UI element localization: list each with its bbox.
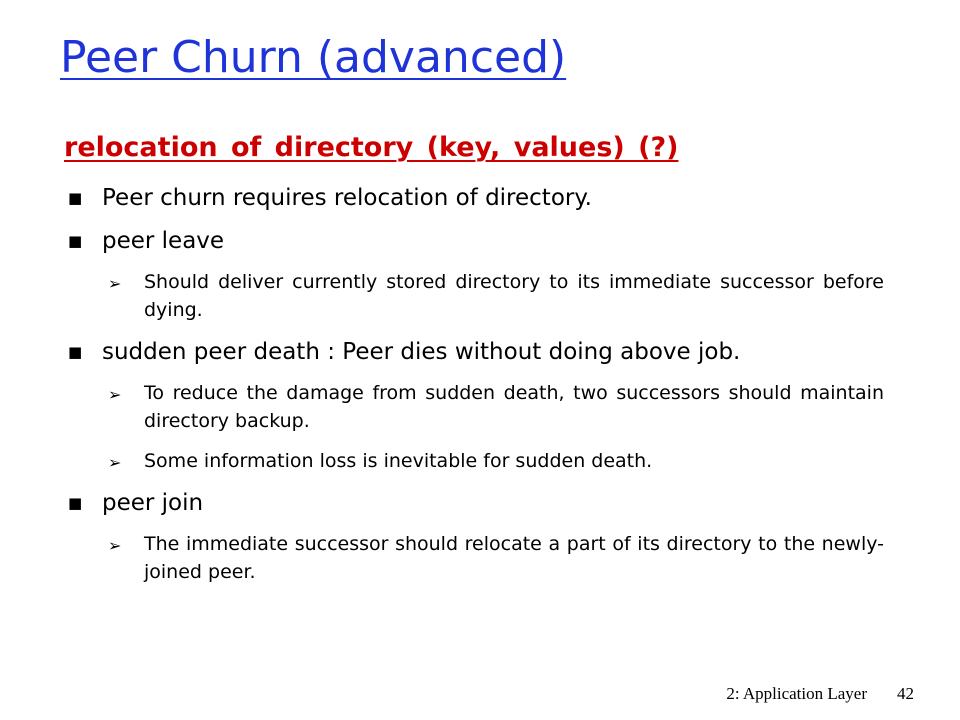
- footer-section: 2: Application Layer: [726, 684, 867, 703]
- sub-bullet-text: To reduce the damage from sudden death, two successors should maintain directory backup.: [144, 382, 884, 432]
- slide-footer: [726, 684, 914, 704]
- square-bullet-icon: ■: [68, 189, 83, 207]
- arrow-bullet-icon: ➢: [108, 453, 122, 472]
- arrow-bullet-icon: ➢: [108, 385, 122, 404]
- bullet-text: peer leave: [102, 228, 225, 254]
- bullet-item: [66, 336, 884, 369]
- arrow-bullet-icon: ➢: [108, 274, 122, 293]
- arrow-bullet-icon: ➢: [108, 536, 122, 555]
- sub-bullet-item: [66, 447, 884, 475]
- sub-bullet-item: [66, 530, 884, 586]
- bullet-list: [66, 182, 884, 598]
- bullet-text: peer join: [102, 490, 204, 516]
- slide-subtitle: relocation of directory (key, values) (?): [64, 132, 679, 163]
- sub-bullet-text: The immediate successor should relocate a part of its directory to the newly-joined peer.: [144, 533, 884, 583]
- bullet-item: [66, 182, 884, 215]
- sub-bullet-text: Some information loss is inevitable for sudden death.: [144, 450, 653, 472]
- bullet-text: Peer churn requires relocation of directory.: [102, 185, 592, 211]
- bullet-item: [66, 225, 884, 258]
- sub-bullet-item: [66, 379, 884, 435]
- bullet-text: sudden peer death : Peer dies without doing above job.: [102, 339, 741, 365]
- square-bullet-icon: ■: [68, 232, 83, 250]
- square-bullet-icon: ■: [68, 494, 83, 512]
- page-number: 42: [897, 684, 914, 703]
- square-bullet-icon: ■: [68, 343, 83, 361]
- sub-bullet-item: [66, 268, 884, 324]
- sub-bullet-text: Should deliver currently stored directory to its immediate successor before dying.: [144, 271, 884, 321]
- bullet-item: [66, 487, 884, 520]
- slide-title: Peer Churn (advanced): [60, 32, 567, 83]
